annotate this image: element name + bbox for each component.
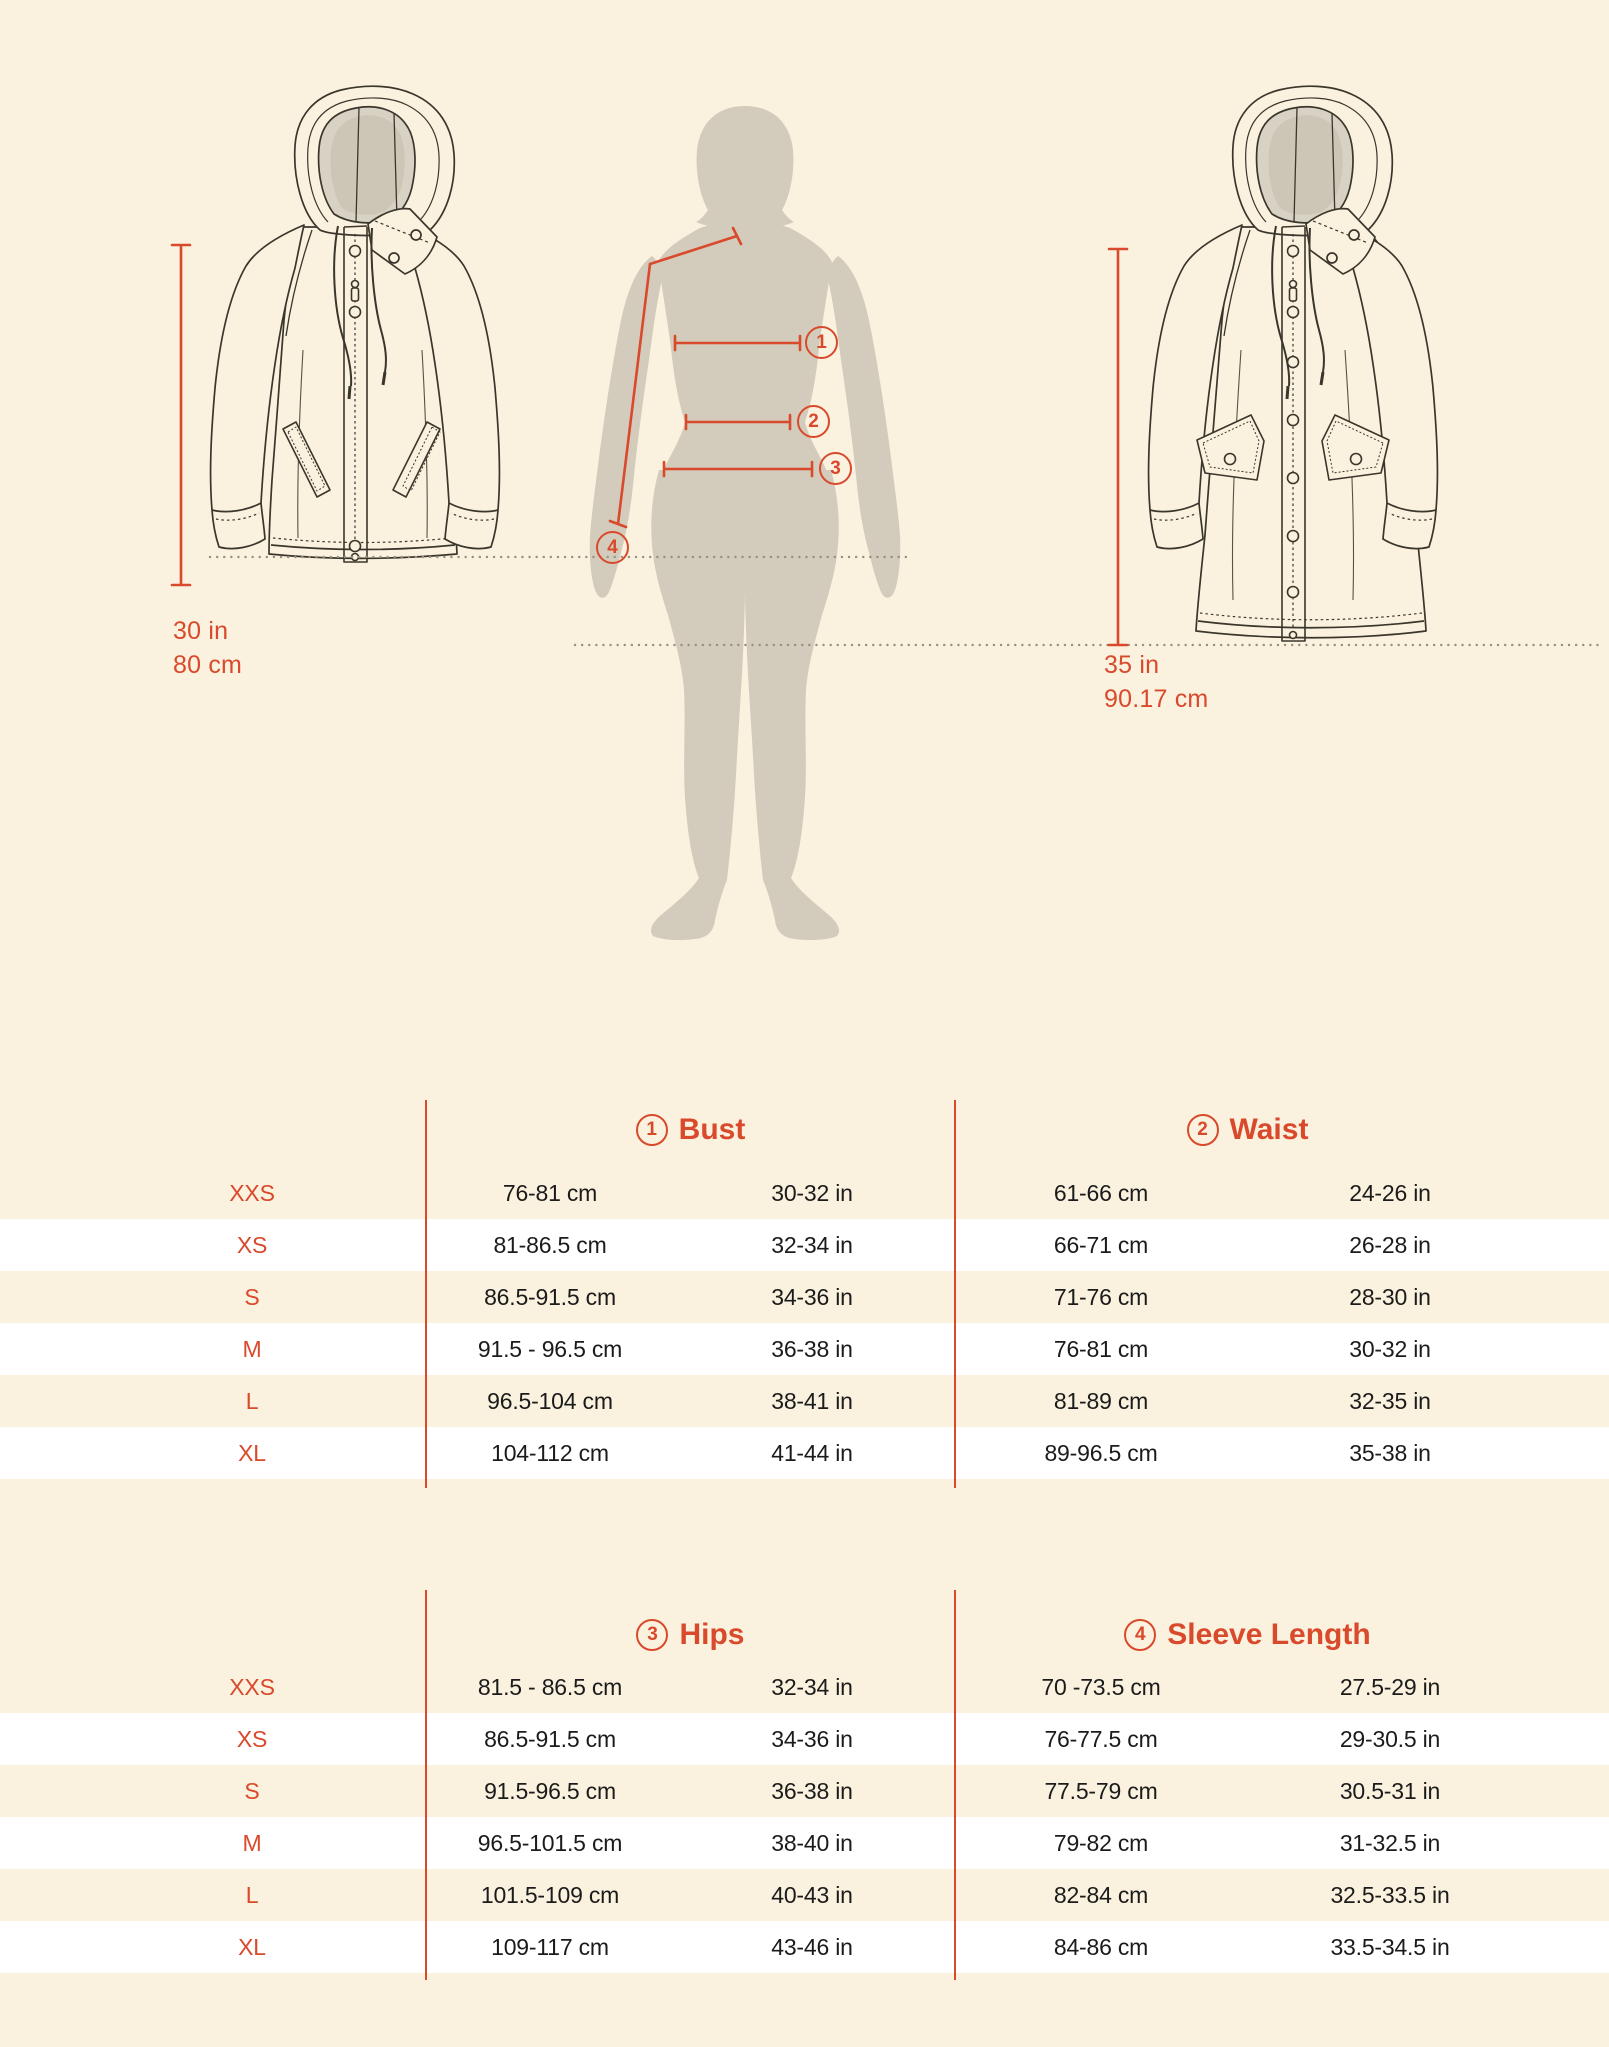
hips-in: 38-40 in bbox=[771, 1830, 853, 1856]
size-label: XS bbox=[236, 1232, 268, 1258]
sleeve-cm: 70 -73.5 cm bbox=[1041, 1674, 1161, 1700]
sleeve-in: 27.5-29 in bbox=[1339, 1674, 1441, 1700]
hips-column-header bbox=[426, 1605, 955, 1665]
waist-in: 26-28 in bbox=[1349, 1232, 1431, 1258]
size-label: L bbox=[245, 1388, 259, 1414]
sleeve-length-header-label: Sleeve Length bbox=[1167, 1618, 1371, 1651]
hips-cm: 96.5-101.5 cm bbox=[477, 1830, 623, 1856]
waist-cm: 61-66 cm bbox=[1053, 1180, 1149, 1206]
size-label: M bbox=[242, 1336, 262, 1362]
sleeve-cm: 79-82 cm bbox=[1053, 1830, 1149, 1856]
short-jacket-length-label bbox=[173, 614, 242, 682]
sleeve-cm: 77.5-79 cm bbox=[1044, 1778, 1158, 1804]
long-jacket-length-label bbox=[1104, 648, 1208, 716]
bust-in: 36-38 in bbox=[771, 1336, 853, 1362]
sleeve-cm: 76-77.5 cm bbox=[1044, 1726, 1158, 1752]
size-label: S bbox=[244, 1284, 260, 1310]
size-label: S bbox=[244, 1778, 260, 1804]
bust-header-label: Bust bbox=[678, 1113, 746, 1146]
hips-header-label: Hips bbox=[679, 1618, 745, 1651]
hips-cm: 81.5 - 86.5 cm bbox=[477, 1674, 623, 1700]
bust-cm: 91.5 - 96.5 cm bbox=[477, 1336, 623, 1362]
bust-in: 34-36 in bbox=[771, 1284, 853, 1310]
size-label: XL bbox=[238, 1440, 266, 1466]
size-guide-illustration bbox=[0, 0, 1609, 1010]
sleeve-in: 31-32.5 in bbox=[1339, 1830, 1441, 1856]
bust-in: 32-34 in bbox=[771, 1232, 853, 1258]
sleeve-in: 32.5-33.5 in bbox=[1330, 1882, 1450, 1908]
sleeve-in: 29-30.5 in bbox=[1339, 1726, 1441, 1752]
waist-in: 35-38 in bbox=[1349, 1440, 1431, 1466]
hips-in: 32-34 in bbox=[771, 1674, 853, 1700]
hips-in: 34-36 in bbox=[771, 1726, 853, 1752]
circled-2-icon: 2 bbox=[1187, 1114, 1219, 1146]
waist-in: 30-32 in bbox=[1349, 1336, 1431, 1362]
bust-cm: 96.5-104 cm bbox=[487, 1388, 613, 1414]
short-length-in: 30 in bbox=[173, 617, 229, 645]
waist-in: 24-26 in bbox=[1349, 1180, 1431, 1206]
body-silhouette bbox=[590, 106, 901, 940]
marker-digit: 1 bbox=[816, 331, 827, 353]
marker-digit: 4 bbox=[607, 536, 618, 558]
waist-in: 32-35 in bbox=[1349, 1388, 1431, 1414]
circled-1-icon: 1 bbox=[636, 1114, 668, 1146]
waist-cm: 89-96.5 cm bbox=[1044, 1440, 1158, 1466]
waist-cm: 76-81 cm bbox=[1053, 1336, 1149, 1362]
marker-digit: 2 bbox=[808, 410, 819, 432]
circled-4-icon: 4 bbox=[1124, 1619, 1156, 1651]
long-length-cm: 90.17 cm bbox=[1104, 685, 1209, 713]
waist-column-header bbox=[955, 1100, 1540, 1160]
bust-cm: 104-112 cm bbox=[491, 1440, 609, 1466]
bust-cm: 86.5-91.5 cm bbox=[484, 1284, 616, 1310]
marker-digit: 3 bbox=[830, 457, 841, 479]
bust-column-header bbox=[426, 1100, 955, 1160]
hips-in: 40-43 in bbox=[771, 1882, 853, 1908]
hips-in: 43-46 in bbox=[771, 1934, 853, 1960]
long-length-in: 35 in bbox=[1104, 651, 1160, 679]
waist-in: 28-30 in bbox=[1349, 1284, 1431, 1310]
size-label: M bbox=[242, 1830, 262, 1856]
bust-in: 30-32 in bbox=[771, 1180, 853, 1206]
size-label: XL bbox=[238, 1934, 266, 1960]
waist-cm: 66-71 cm bbox=[1053, 1232, 1149, 1258]
bust-in: 41-44 in bbox=[771, 1440, 853, 1466]
short-length-cm: 80 cm bbox=[173, 651, 243, 679]
size-label: XXS bbox=[229, 1674, 275, 1700]
circled-3-hips-marker bbox=[819, 452, 852, 485]
sleeve-cm: 84-86 cm bbox=[1053, 1934, 1149, 1960]
circled-1-bust-marker bbox=[805, 326, 838, 359]
size-label: L bbox=[245, 1882, 259, 1908]
waist-cm: 71-76 cm bbox=[1053, 1284, 1149, 1310]
hips-in: 36-38 in bbox=[771, 1778, 853, 1804]
hips-cm: 101.5-109 cm bbox=[480, 1882, 620, 1908]
hips-cm: 86.5-91.5 cm bbox=[484, 1726, 616, 1752]
size-label: XS bbox=[236, 1726, 268, 1752]
bust-cm: 81-86.5 cm bbox=[493, 1232, 607, 1258]
sleeve-length-column-header bbox=[955, 1605, 1540, 1665]
sleeve-in: 30.5-31 in bbox=[1339, 1778, 1441, 1804]
circled-2-waist-marker bbox=[797, 405, 830, 438]
waist-header-label: Waist bbox=[1229, 1113, 1309, 1146]
bust-in: 38-41 in bbox=[771, 1388, 853, 1414]
size-label: XXS bbox=[229, 1180, 275, 1206]
circled-3-icon: 3 bbox=[636, 1619, 668, 1651]
sleeve-in: 33.5-34.5 in bbox=[1330, 1934, 1450, 1960]
hips-cm: 109-117 cm bbox=[491, 1934, 609, 1960]
sleeve-cm: 82-84 cm bbox=[1053, 1882, 1149, 1908]
waist-cm: 81-89 cm bbox=[1053, 1388, 1149, 1414]
bust-cm: 76-81 cm bbox=[502, 1180, 598, 1206]
circled-4-sleeve-marker bbox=[596, 531, 629, 564]
hips-cm: 91.5-96.5 cm bbox=[484, 1778, 616, 1804]
